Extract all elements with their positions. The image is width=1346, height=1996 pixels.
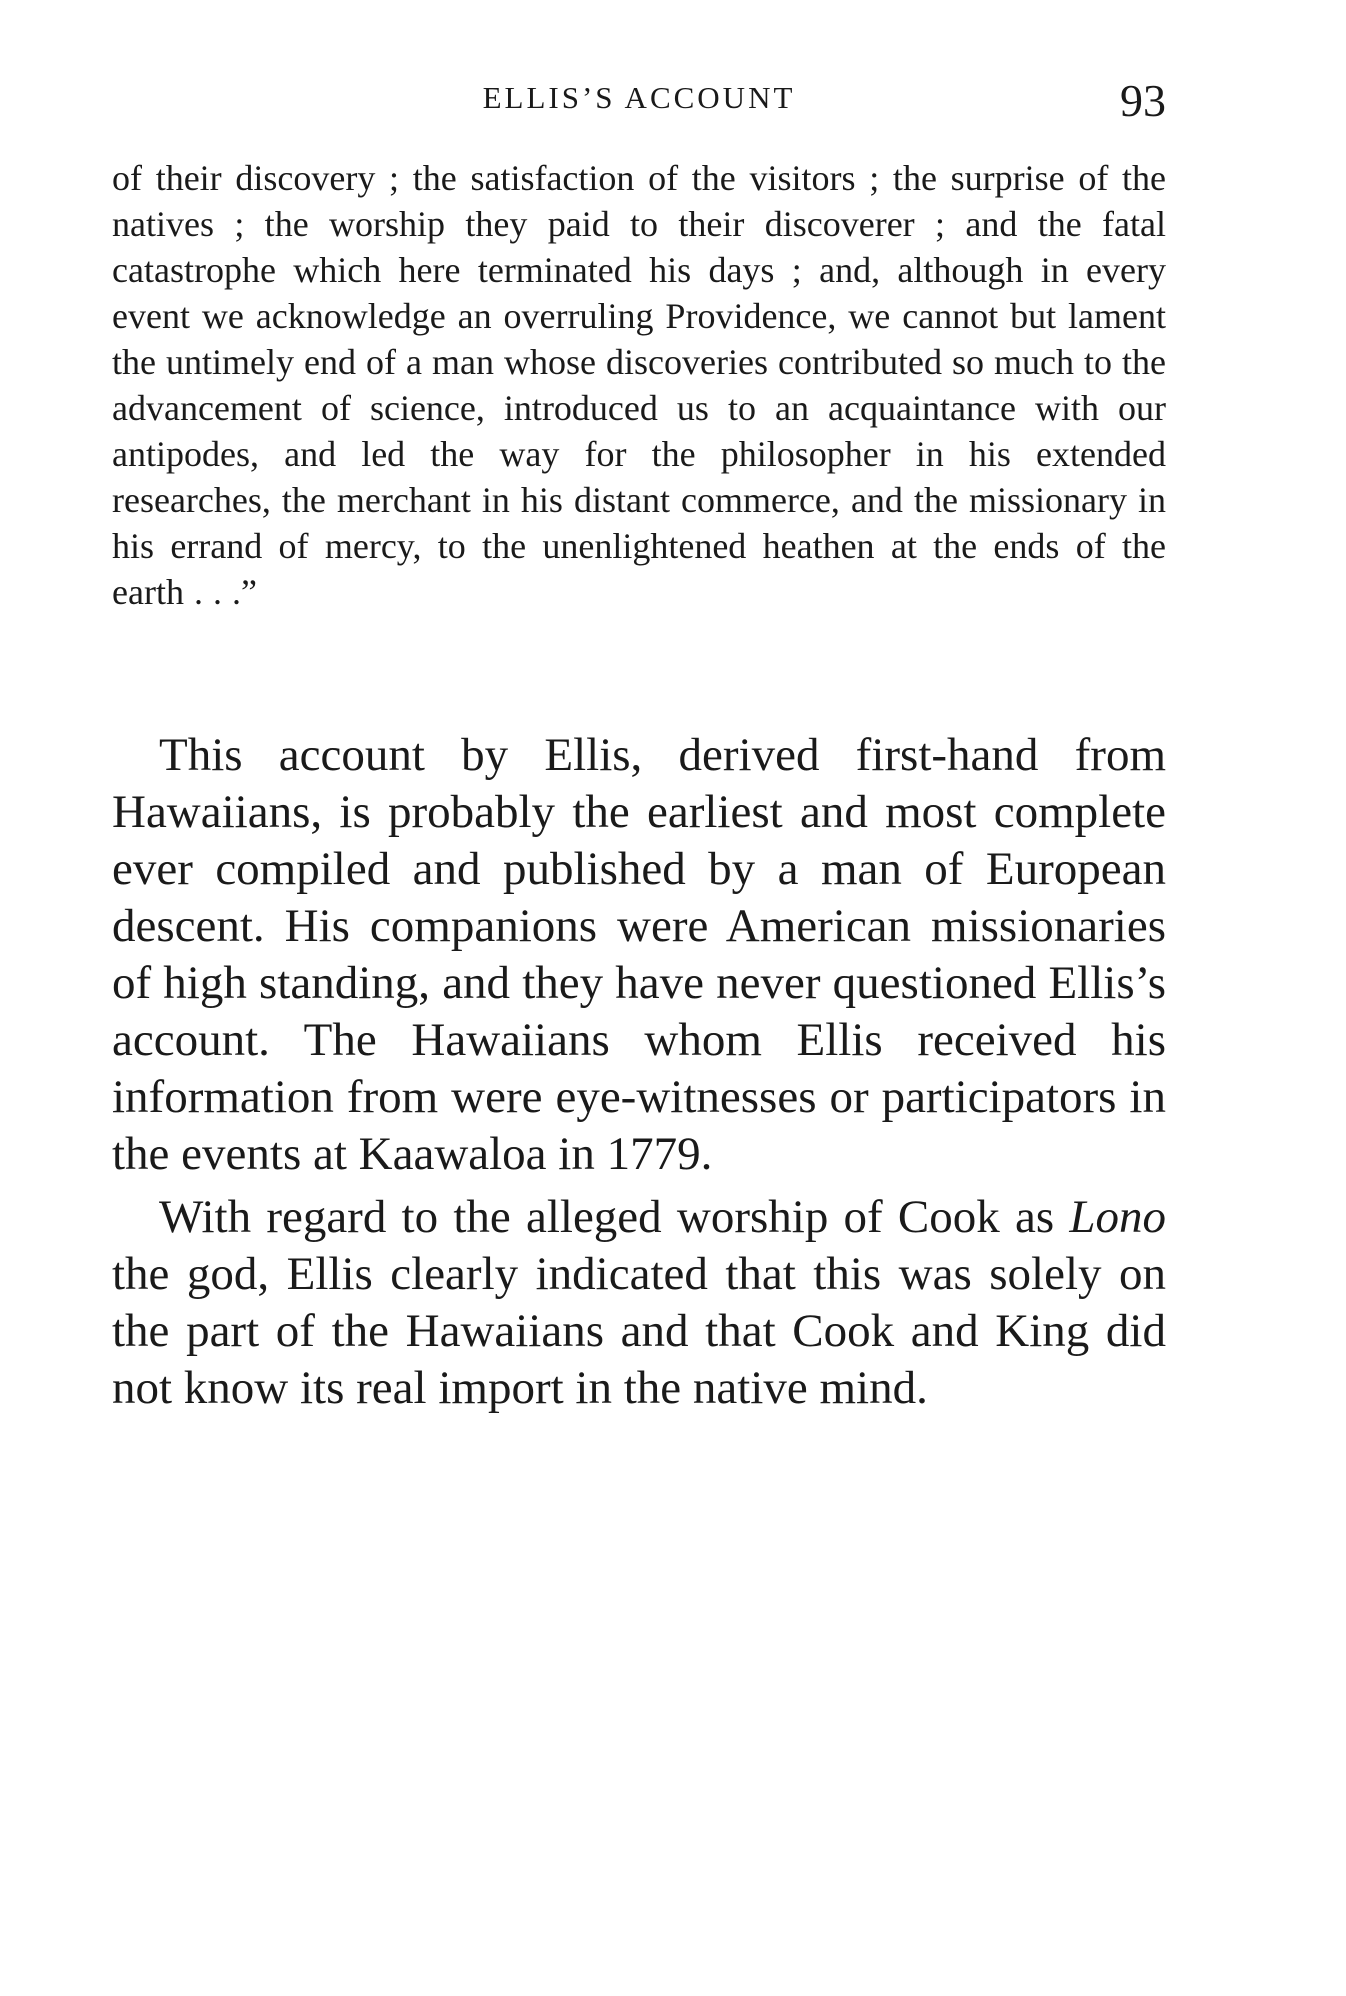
body-paragraph-2-start: With regard to the alleged worship of Cook as xyxy=(159,1191,1070,1243)
body-paragraph-2-rest: the god, Ellis clearly indicated that this was solely on the part of the Hawaiians and that Cook and King did not know its real import in the native mind. xyxy=(112,1248,1166,1414)
quoted-passage xyxy=(112,155,1166,615)
body-paragraph-2 xyxy=(112,1189,1166,1417)
italic-term-lono: Lono xyxy=(1069,1191,1166,1243)
body-text xyxy=(112,727,1166,1417)
page-number: 93 xyxy=(1120,75,1166,126)
running-head xyxy=(112,74,1166,134)
quote-paragraph: of their discovery ; the satisfaction of the visitors ; the surprise of the natives ; the worship they paid to their discoverer ; and the fatal catastrophe which here terminated his days ; and, although in every event we acknowledge an overruling Providence, we cannot but lament the untimely end of a man whose discoveries contributed so much to the advancement of science, introduced us to an acquaintance with our antipodes, and led the way for the philosopher in his extended researches, the merchant in his distant commerce, and the missionary in his errand of mercy, to the unenlightened heathen at the ends of the earth . . .” xyxy=(112,158,1166,612)
body-paragraph-1: This account by Ellis, derived first-hand from Hawaiians, is probably the earliest and most complete ever compiled and published by a man of European descent. His companions were American missionaries of high standing, and they have never questioned Ellis’s account. The Hawaiians whom Ellis received his information from were eye-witnesses or participators in the events at Kaawaloa in 1779. xyxy=(112,729,1166,1180)
running-title: ELLIS’S ACCOUNT xyxy=(482,80,796,115)
